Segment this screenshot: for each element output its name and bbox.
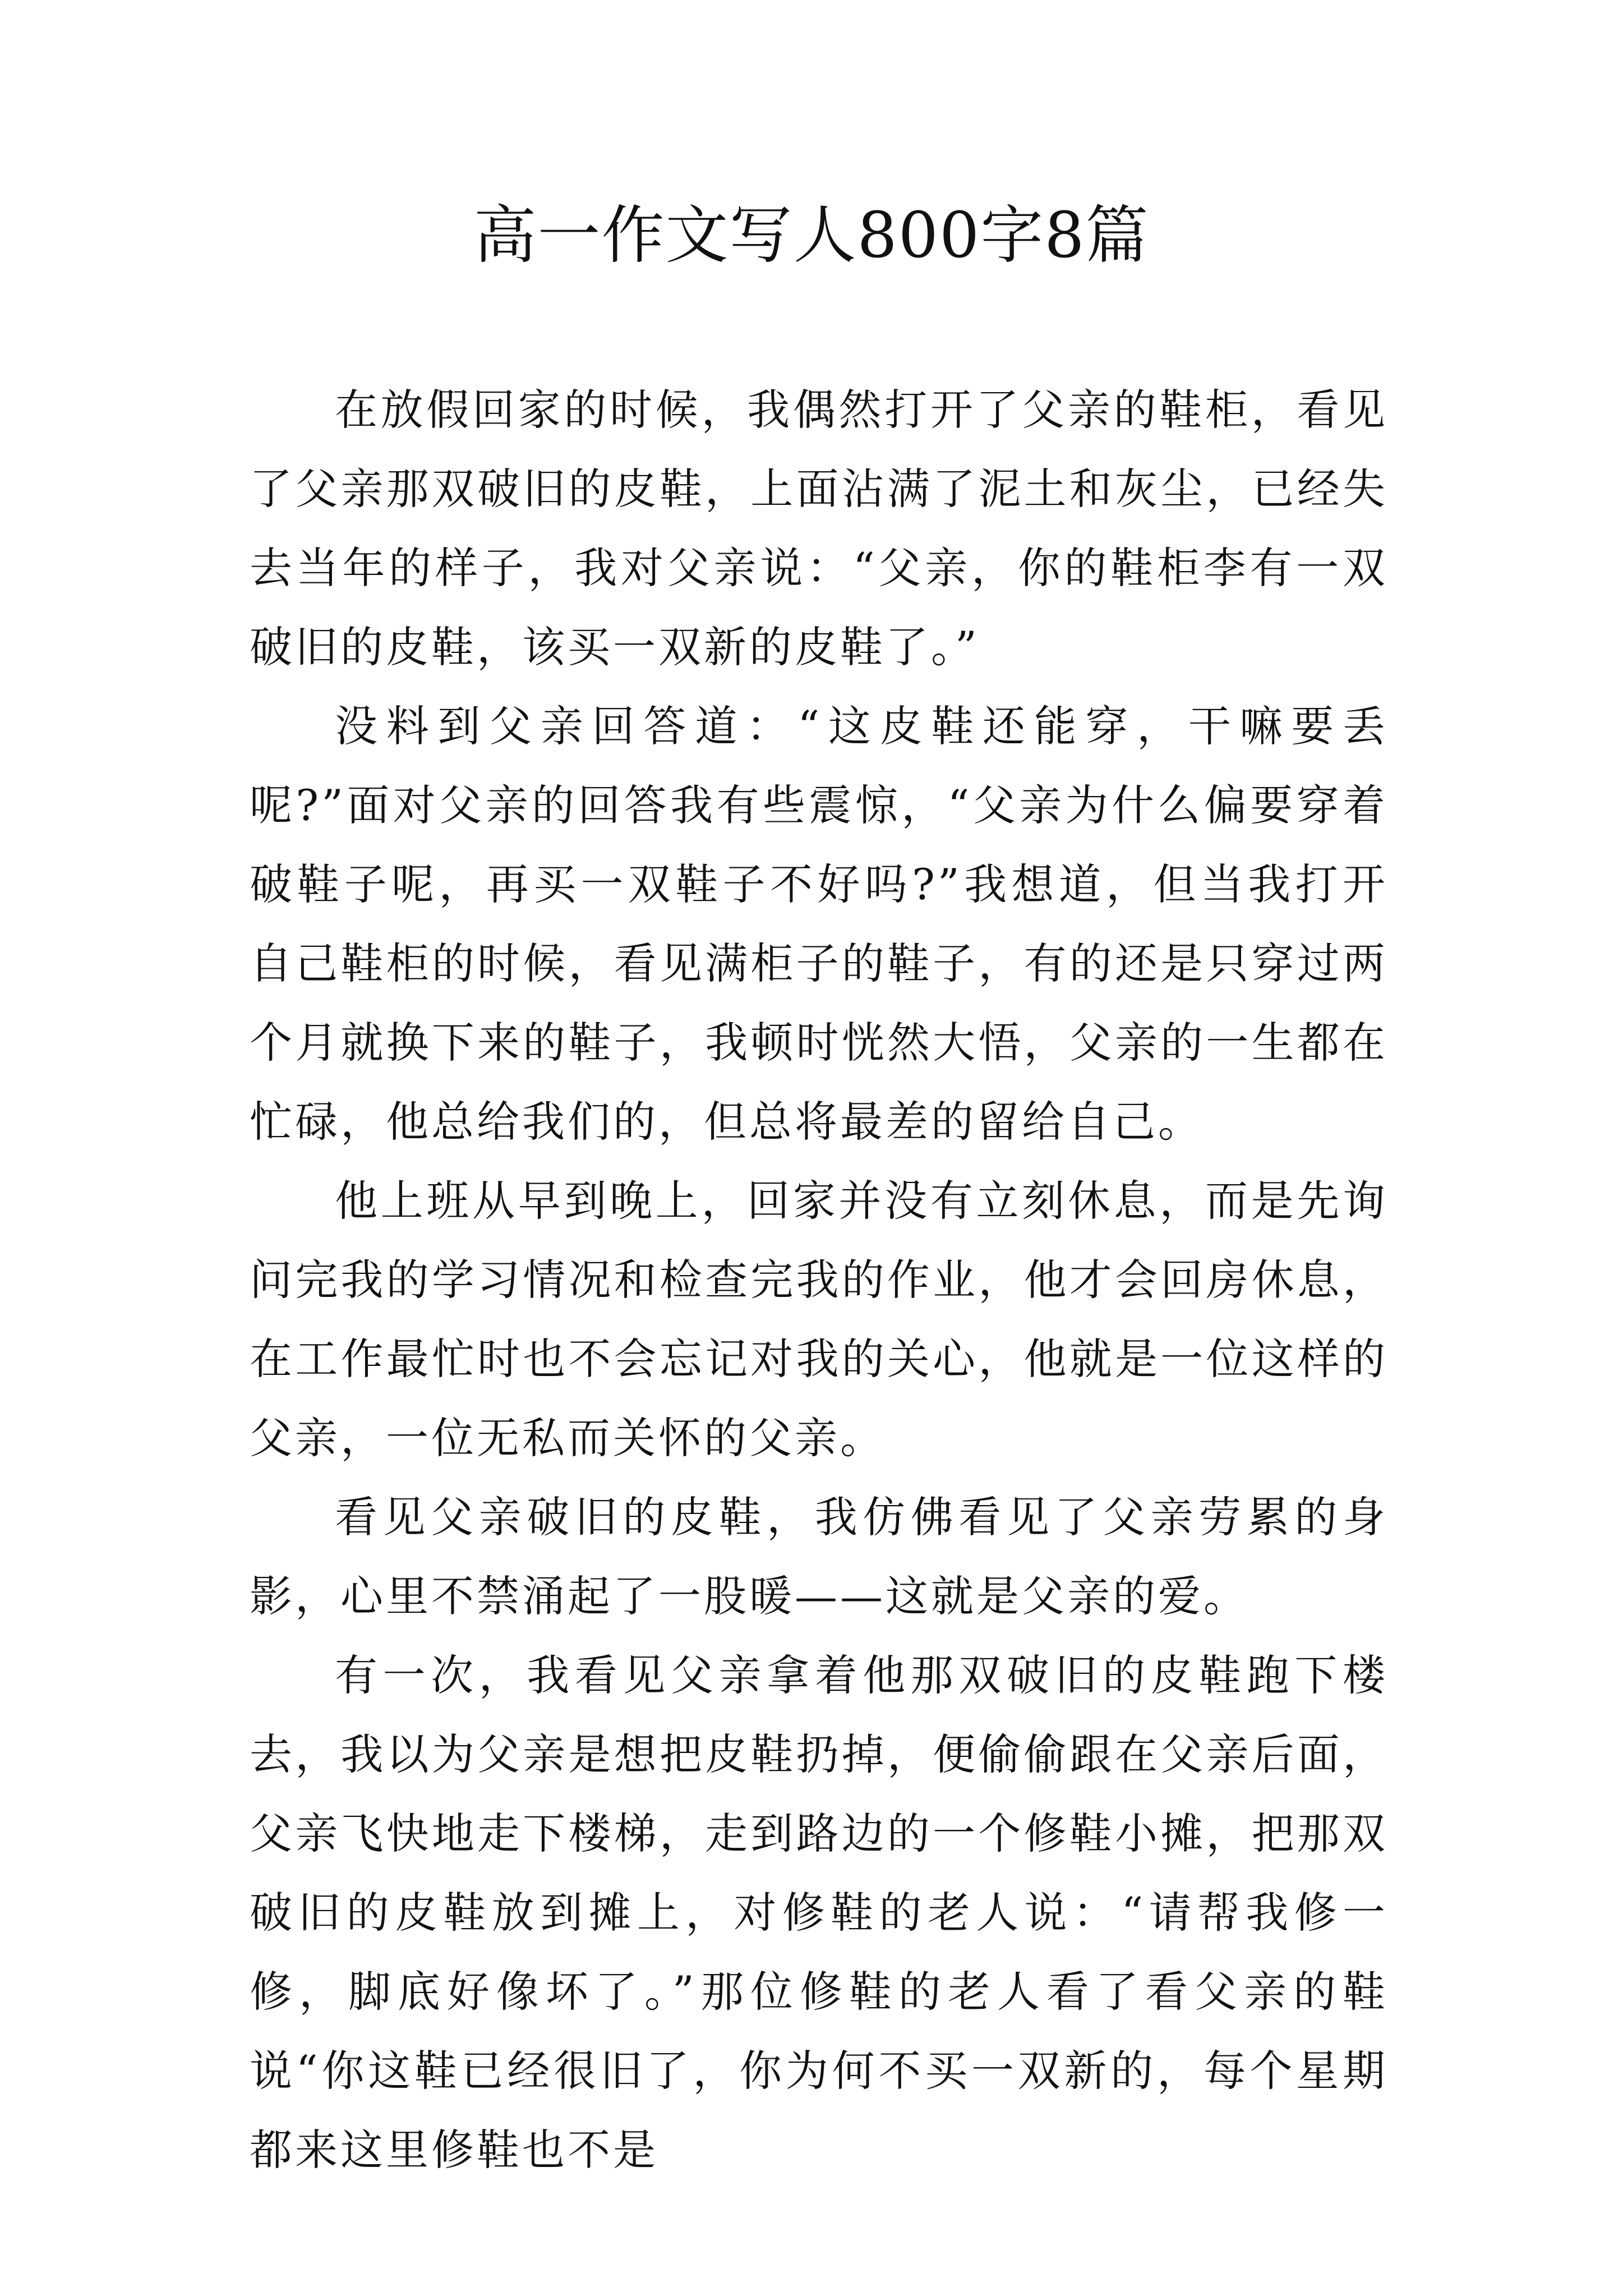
paragraph: 有一次，我看见父亲拿着他那双破旧的皮鞋跑下楼去，我以为父亲是想把皮鞋扔掉，便偷偷跟在父亲后面，父亲飞快地走下楼梯，走到路边的一个修鞋小摊，把那双破旧的皮鞋放到摊上，对修鞋的老人说：“请帮我修一修，脚底好像坏了。”那位修鞋的老人看了看父亲的鞋说“你这鞋已经很旧了，你为何不买一双新的，每个星期都来这里修鞋也不是 xyxy=(250,1650,1388,2175)
paragraph: 他上班从早到晚上，回家并没有立刻休息，而是先询问完我的学习情况和检查完我的作业，他才会回房休息，在工作最忙时也不会忘记对我的关心，他就是一位这样的父亲，一位无私而关怀的父亲。 xyxy=(250,1176,1388,1463)
paragraph: 在放假回家的时候，我偶然打开了父亲的鞋柜，看见了父亲那双破旧的皮鞋，上面沾满了泥土和灰尘，已经失去当年的样子，我对父亲说：“父亲，你的鞋柜李有一双破旧的皮鞋，该买一双新的皮鞋了。” xyxy=(250,385,1388,672)
document-title: 高一作文写人800字8篇 xyxy=(473,199,1150,272)
paragraph: 看见父亲破旧的皮鞋，我仿佛看见了父亲劳累的身影，心里不禁涌起了一股暖——这就是父亲的爱。 xyxy=(250,1492,1388,1621)
paragraph: 没料到父亲回答道：“这皮鞋还能穿，干嘛要丢呢?”面对父亲的回答我有些震惊，“父亲为什么偏要穿着破鞋子呢，再买一双鞋子不好吗?”我想道，但当我打开自己鞋柜的时候，看见满柜子的鞋子，有的还是只穿过两个月就换下来的鞋子，我顿时恍然大悟，父亲的一生都在忙碌，他总给我们的，但总将最差的留给自己。 xyxy=(250,701,1388,1147)
document-body xyxy=(250,370,1388,2189)
